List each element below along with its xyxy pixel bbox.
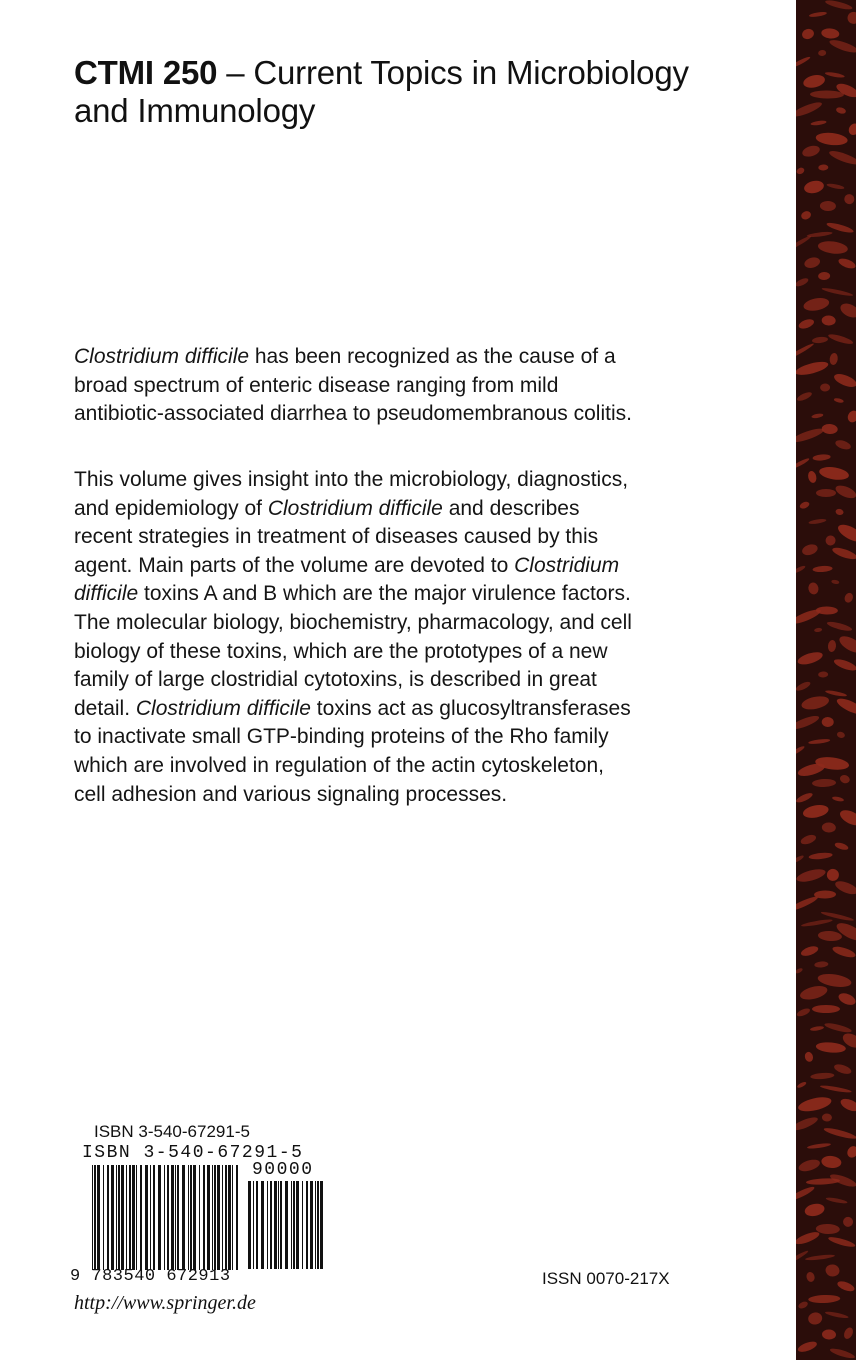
texture-blob [829,352,839,365]
texture-blob [825,1264,840,1278]
texture-blob [823,1126,856,1141]
texture-blob [824,0,853,11]
texture-blob [842,1326,854,1340]
texture-blob [807,1142,831,1149]
barcode-addon-text: 90000 [252,1160,314,1180]
barcode-bar [177,1165,179,1270]
texture-blob [796,745,805,756]
barcode-bar [280,1181,282,1269]
texture-blob [829,1347,856,1360]
barcode-bar [296,1181,299,1269]
texture-blob [801,918,833,927]
texture-blob [826,183,844,190]
texture-blob [835,696,856,718]
barcode-bar [203,1165,205,1270]
texture-blob [796,1230,821,1247]
texture-blob [803,179,825,195]
texture-blob [818,272,830,280]
texture-blob [814,961,828,968]
barcode-bar [285,1181,288,1269]
barcode-bar [214,1165,216,1270]
barcode-bar [190,1165,192,1270]
texture-blob [801,27,816,40]
texture-blob [802,296,830,313]
series-title [74,54,714,130]
texture-blob [810,90,844,99]
barcode-bar [293,1181,295,1269]
texture-blob [799,500,811,509]
barcode-bar [207,1165,210,1270]
texture-blob [825,535,836,546]
barcode-bar [132,1165,135,1270]
cover-edge-strip [796,0,856,1360]
texture-blob [843,592,854,604]
texture-blob [812,565,832,572]
barcode-bar [199,1165,200,1270]
texture-blob [800,210,812,221]
barcode-bar [116,1165,117,1270]
barcode-bar [278,1181,279,1269]
cover-texture [796,0,856,1360]
texture-blob [796,713,820,731]
texture-blob [812,779,836,788]
barcode-bar [136,1165,137,1270]
blurb-text: has been recognized as the cause of a broad spectrum of enteric disease ranging from mild antibiotic-associated diarrhea to pseudomembranous colitis. [74,345,632,426]
barcode-bar [150,1165,151,1270]
texture-blob [825,71,845,78]
blurb-text: This volume gives insight into the microbiology, diagnostics, and epidemiology of [74,468,629,520]
texture-blob [797,317,815,330]
texture-blob [796,1115,819,1133]
texture-blob [801,542,819,556]
barcode-bar [267,1181,268,1269]
texture-blob [796,1007,811,1018]
barcode-bar [158,1165,161,1270]
texture-blob [818,50,826,57]
barcode-bar [164,1165,165,1270]
texture-blob [808,738,830,745]
barcode-bar [261,1181,264,1269]
texture-blob [831,944,856,959]
texture-blob [812,1005,840,1013]
texture-blob [810,1072,834,1080]
barcode-bar [175,1165,176,1270]
texture-blob [802,803,830,820]
texture-blob [821,423,838,434]
texture-blob [815,1041,846,1054]
texture-blob [796,854,805,864]
texture-blob [806,1178,840,1186]
barcode-bar [97,1165,100,1270]
barcode-bar [188,1165,189,1270]
texture-blob [821,315,836,326]
texture-blob [812,454,830,462]
texture-blob [796,342,815,362]
texture-blob [796,100,823,119]
texture-blob [834,879,856,897]
texture-blob [820,1084,852,1093]
texture-blob [796,967,803,974]
texture-blob [796,166,805,175]
texture-blob [807,581,819,595]
texture-blob [837,257,856,271]
texture-blob [827,332,854,345]
texture-blob [796,791,814,804]
texture-blob [822,1329,837,1340]
texture-blob [825,689,847,697]
texture-blob [833,1062,853,1075]
texture-blob [826,620,853,633]
barcode-bar [274,1181,277,1269]
texture-blob [826,868,840,882]
texture-blob [810,120,826,126]
barcode-bar [193,1165,196,1270]
texture-blob [796,650,824,667]
texture-blob [803,256,821,270]
texture-blob [800,694,830,712]
texture-blob [834,841,849,851]
texture-blob [831,579,840,584]
barcode-bar [320,1181,323,1269]
texture-blob [796,234,812,251]
texture-blob [810,1025,824,1031]
texture-blob [808,518,826,525]
barcode-bar [302,1181,303,1269]
texture-blob [809,11,827,18]
texture-blob [827,640,836,653]
barcode-isbn-text: ISBN 3-540-67291-5 [82,1143,304,1163]
barcode-bar [291,1181,292,1269]
barcode-ean-text: 9 783540 672913 [70,1267,231,1286]
texture-blob [796,867,827,884]
texture-blob [796,55,811,69]
texture-blob [808,1294,840,1303]
barcode-bar [107,1165,109,1270]
series-code: CTMI 250 [74,54,218,91]
texture-blob [796,457,810,470]
texture-blob [837,633,856,656]
isbn-label: ISBN 3-540-67291-5 [94,1122,250,1141]
texture-blob [815,131,848,146]
texture-blob [818,671,828,678]
texture-blob [836,1279,856,1293]
texture-blob [807,470,818,484]
series-name: – Current Topics in Microbiology and Immunology [74,54,689,129]
barcode-bar [232,1165,233,1270]
texture-blob [839,774,851,785]
barcode-bar [256,1181,258,1269]
blurb-text: and describes recent strategies in treatment of diseases caused by this agent. Main parts of the volume are devoted to [74,496,599,577]
texture-blob [831,545,856,561]
barcode-bar [145,1165,148,1270]
barcode-bar [306,1181,308,1269]
species-name: Clostridium difficile [135,696,311,720]
barcode-bar [228,1165,231,1270]
texture-blob [805,1271,815,1283]
species-name: Clostridium difficile [74,553,620,606]
texture-blob [796,277,809,288]
texture-blob [820,383,830,391]
texture-blob [816,489,836,497]
texture-blob [817,240,848,256]
texture-blob [827,1235,856,1248]
texture-blob [796,1081,807,1089]
barcode-bar [126,1165,127,1270]
texture-blob [797,1157,821,1173]
texture-blob [822,822,837,833]
publisher-url[interactable]: http://www.springer.de [74,1292,256,1314]
texture-blob [828,148,856,166]
texture-blob [805,1254,835,1262]
barcode-bar [236,1165,238,1270]
texture-blob [796,565,806,575]
issn: ISSN 0070-217X [542,1269,670,1288]
texture-blob [800,833,818,846]
barcode-bar [248,1181,251,1269]
barcode-bar [167,1165,169,1270]
texture-blob [832,796,845,802]
texture-blob [801,144,821,159]
texture-blob [833,657,856,673]
barcode-bar [140,1165,142,1270]
texture-blob [841,1215,854,1228]
texture-blob [836,521,856,545]
texture-blob [838,301,856,321]
barcode-bar [317,1181,319,1269]
texture-blob [796,1185,816,1203]
texture-blob [832,371,856,389]
texture-blob [818,930,843,942]
species-name: Clostridium difficile [267,496,443,520]
texture-blob [808,852,832,860]
texture-blob [846,409,856,424]
texture-blob [834,483,856,501]
texture-blob [839,1096,856,1113]
texture-blob [816,1224,840,1235]
barcode-bar [94,1165,96,1270]
texture-blob [814,627,822,632]
barcode-bar [225,1165,227,1270]
texture-blob [824,1021,853,1034]
species-name: Clostridium difficile [74,345,250,368]
texture-blob [834,920,856,944]
texture-blob [797,1340,819,1354]
barcode-bar [171,1165,174,1270]
texture-blob [825,1310,849,1319]
texture-blob [821,1155,842,1169]
barcode-bar [118,1165,120,1270]
barcode-bar [103,1165,104,1270]
texture-blob [845,10,856,26]
texture-blob [822,1113,832,1121]
texture-blob [845,1144,856,1159]
texture-blob [796,894,819,912]
texture-blob [804,1202,826,1218]
texture-blob [821,28,840,40]
barcode-bar [222,1165,223,1270]
texture-blob [812,336,829,344]
barcode-bar [310,1181,313,1269]
texture-blob [843,192,856,205]
texture-blob [796,390,813,402]
barcode-bar [270,1181,272,1269]
barcode-bar [153,1165,155,1270]
texture-blob [796,359,829,377]
barcode-bar [217,1165,220,1270]
texture-blob [818,465,850,482]
barcode-bar [315,1181,316,1269]
texture-blob [797,1300,809,1310]
texture-blob [825,1196,847,1204]
texture-blob [837,991,856,1007]
texture-blob [835,508,844,516]
barcode [70,1143,340,1293]
barcode-bar [212,1165,213,1270]
texture-blob [796,426,825,445]
texture-blob [828,38,856,55]
texture-blob [836,731,845,739]
texture-blob [807,1311,823,1325]
texture-blob [796,607,822,626]
texture-blob [821,287,853,298]
texture-blob [838,807,856,828]
blurb-paragraph-1 [74,343,634,429]
texture-blob [820,201,836,212]
texture-blob [804,1051,815,1063]
texture-blob [800,944,820,957]
texture-blob [796,680,812,692]
texture-blob [818,164,828,171]
blurb-text: toxins A and B which are the major virulence factors. The molecular biology, biochemistry, pharmacology, and cell biology of these toxins, which are the prototypes of a new family of large clostridial cytotoxins, is described in great detail. [74,582,632,720]
barcode-bar [182,1165,185,1270]
barcode-bar [92,1165,93,1270]
texture-blob [797,1095,833,1114]
texture-blob [834,439,852,452]
barcode-bar [121,1165,124,1270]
barcode-bar [111,1165,114,1270]
barcode-bar [129,1165,131,1270]
texture-blob [833,397,844,403]
blurb-paragraph-2 [74,466,634,809]
texture-blob [847,122,856,137]
blurb-text: toxins act as glucosyltransferases to inactivate small GTP-binding proteins of the Rho family which are involved in regulation of the actin cytoskeleton, cell adhesion and various signaling processes. [74,696,631,806]
barcode-bar [253,1181,254,1269]
texture-blob [822,717,834,727]
texture-blob [835,106,846,114]
texture-blob [811,413,824,419]
texture-blob [802,73,826,90]
texture-blob [799,984,829,1002]
